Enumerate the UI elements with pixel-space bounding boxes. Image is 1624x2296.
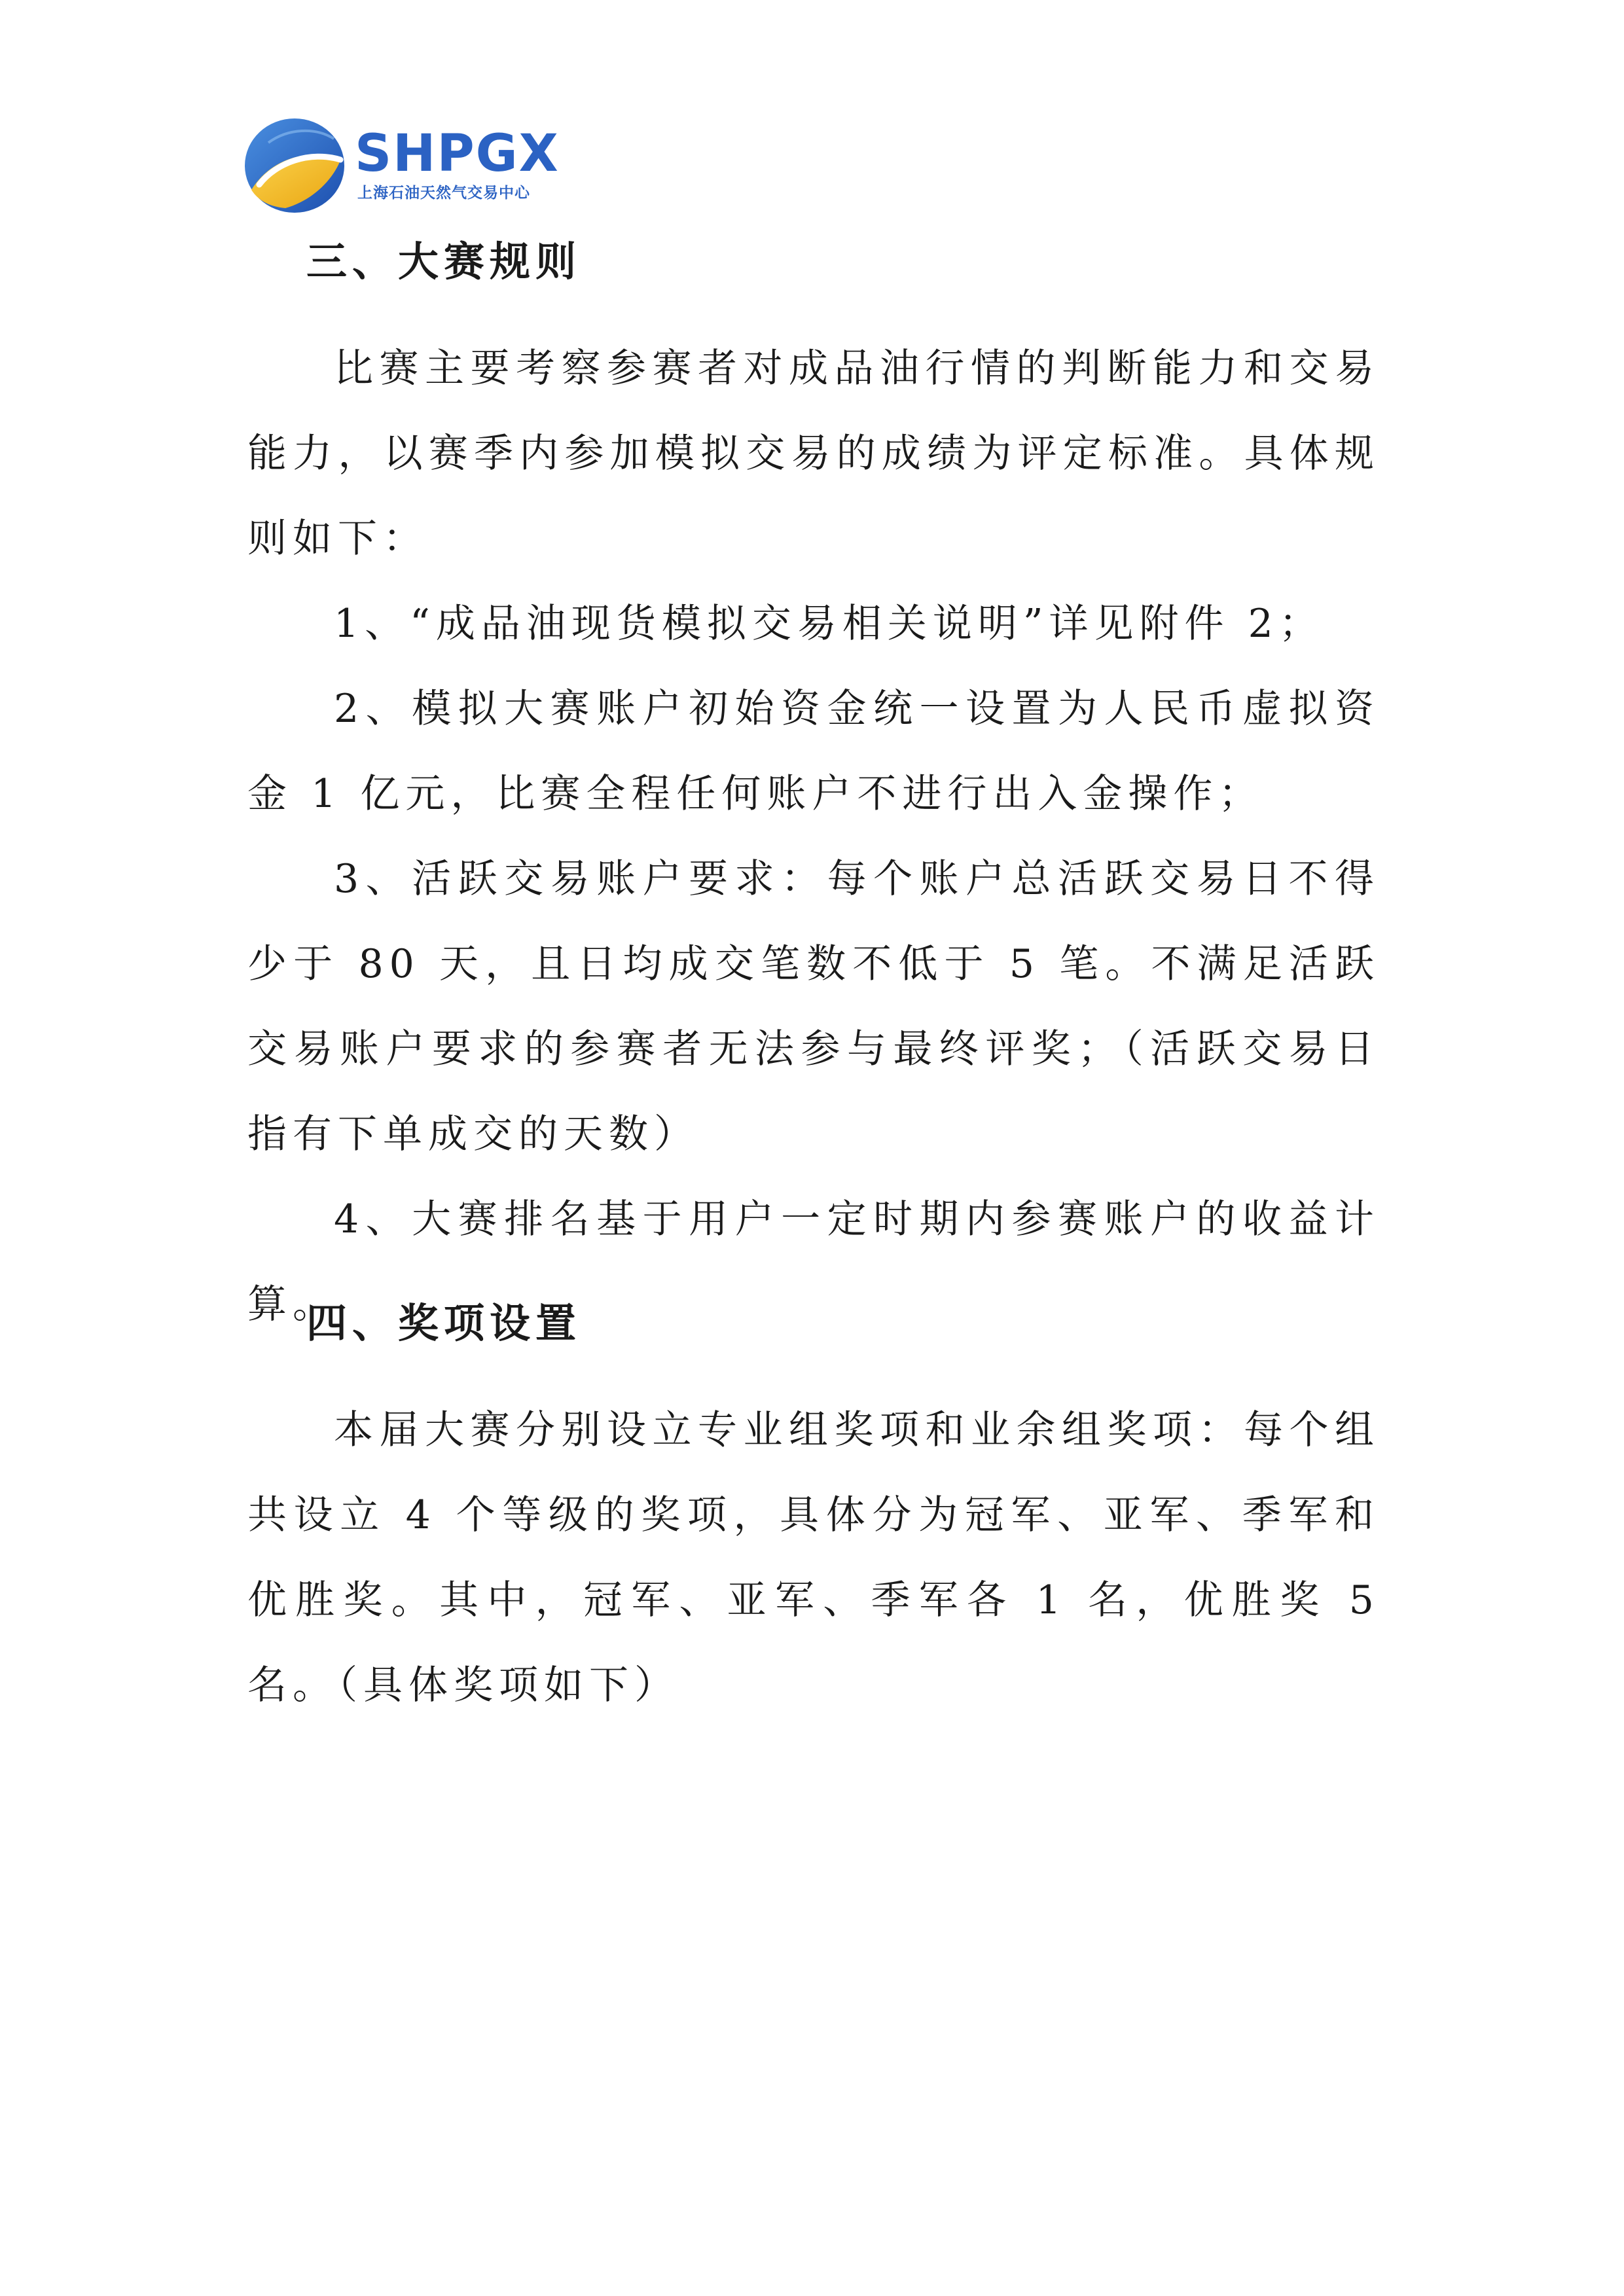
section-heading-rules: 三、大赛规则 xyxy=(306,238,582,285)
rules-intro-paragraph: 比赛主要考察参赛者对成品油行情的判断能力和交易能力，以赛季内参加模拟交易的成绩为评定标准。具体规则如下： xyxy=(247,346,1380,562)
section-heading-awards: 四、奖项设置 xyxy=(306,1299,582,1347)
rules-item-2: 2、模拟大赛账户初始资金统一设置为人民币虚拟资金 1 亿元，比赛全程任何账户不进行出入金操作； xyxy=(247,686,1380,817)
rules-item-1: 1、“成品油现货模拟交易相关说明”详见附件 2； xyxy=(334,601,1324,647)
logo-subtitle: 上海石油天然气交易中心 xyxy=(357,185,530,202)
logo-name: SHPGX xyxy=(355,124,560,183)
rules-item-4: 4、大赛排名基于用户一定时期内参赛账户的收益计算。 xyxy=(247,1196,1380,1327)
shpgx-logo-icon xyxy=(242,117,347,215)
awards-paragraph: 本届大赛分别设立专业组奖项和业余组奖项：每个组共设立 4 个等级的奖项，具体分为冠军、亚军、季军和优胜奖。其中，冠军、亚军、季军各 1 名，优胜奖 5 名。（具体奖项如下） xyxy=(247,1407,1380,1708)
shpgx-logo xyxy=(242,117,569,215)
rules-item-3: 3、活跃交易账户要求：每个账户总活跃交易日不得少于 80 天，且日均成交笔数不低于 5 笔。不满足活跃交易账户要求的参赛者无法参与最终评奖；（活跃交易日指有下单成交的天数） xyxy=(247,856,1380,1157)
